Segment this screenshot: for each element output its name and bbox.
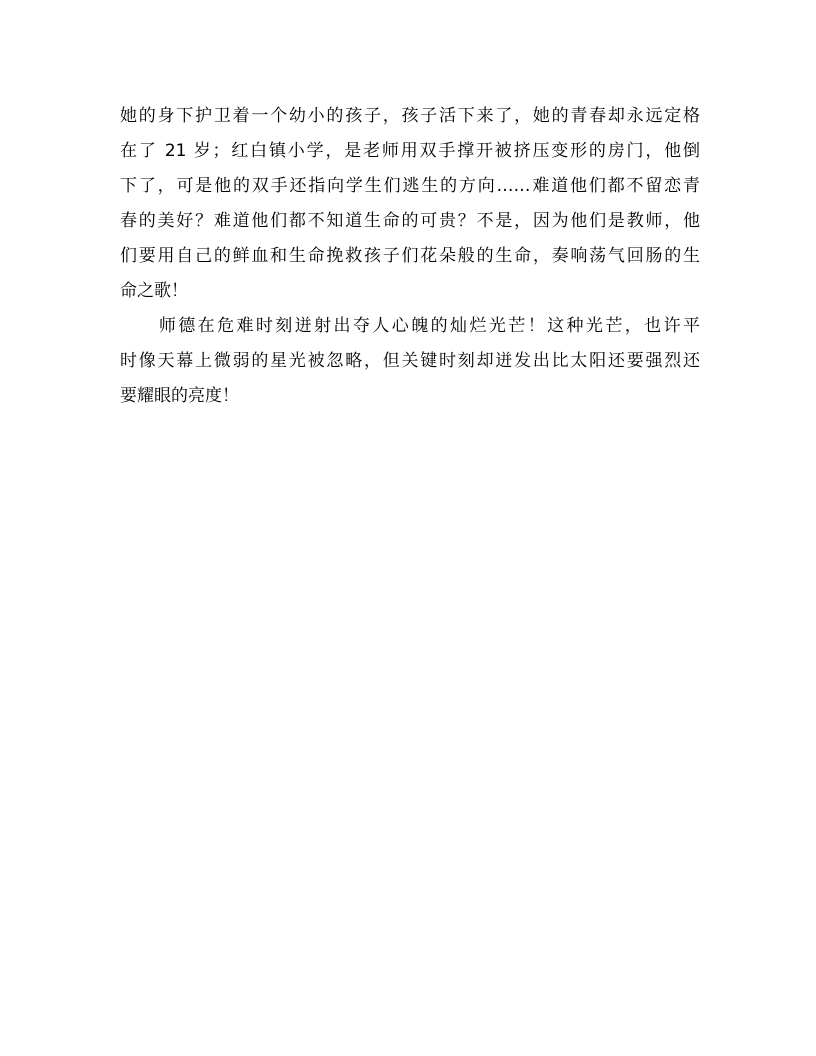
paragraph-line: 下了，可是他的双手还指向学生们逃生的方向……难道他们都不留恋青 bbox=[120, 176, 700, 196]
paragraph-line: 她的身下护卫着一个幼小的孩子，孩子活下来了，她的青春却永远定格 bbox=[120, 106, 700, 126]
paragraph-line: 春的美好？难道他们都不知道生命的可贵？不是，因为他们是教师，他 bbox=[120, 211, 700, 231]
body-text bbox=[120, 99, 700, 414]
paragraph-line: 在了 21 岁；红白镇小学，是老师用双手撑开被挤压变形的房门，他倒 bbox=[120, 141, 700, 161]
paragraph-line: 师德在危难时刻迸射出夺人心魄的灿烂光芒！这种光芒，也许平 bbox=[120, 316, 700, 336]
paragraph-line: 们要用自己的鲜血和生命挽救孩子们花朵般的生命，奏响荡气回肠的生 bbox=[120, 246, 700, 266]
paragraph-1 bbox=[120, 99, 700, 309]
paragraph-line: 命之歌！ bbox=[120, 281, 188, 301]
paragraph-2 bbox=[120, 309, 700, 414]
paragraph-line: 要耀眼的亮度！ bbox=[120, 386, 239, 406]
paragraph-line: 时像天幕上微弱的星光被忽略，但关键时刻却迸发出比太阳还要强烈还 bbox=[120, 351, 700, 371]
